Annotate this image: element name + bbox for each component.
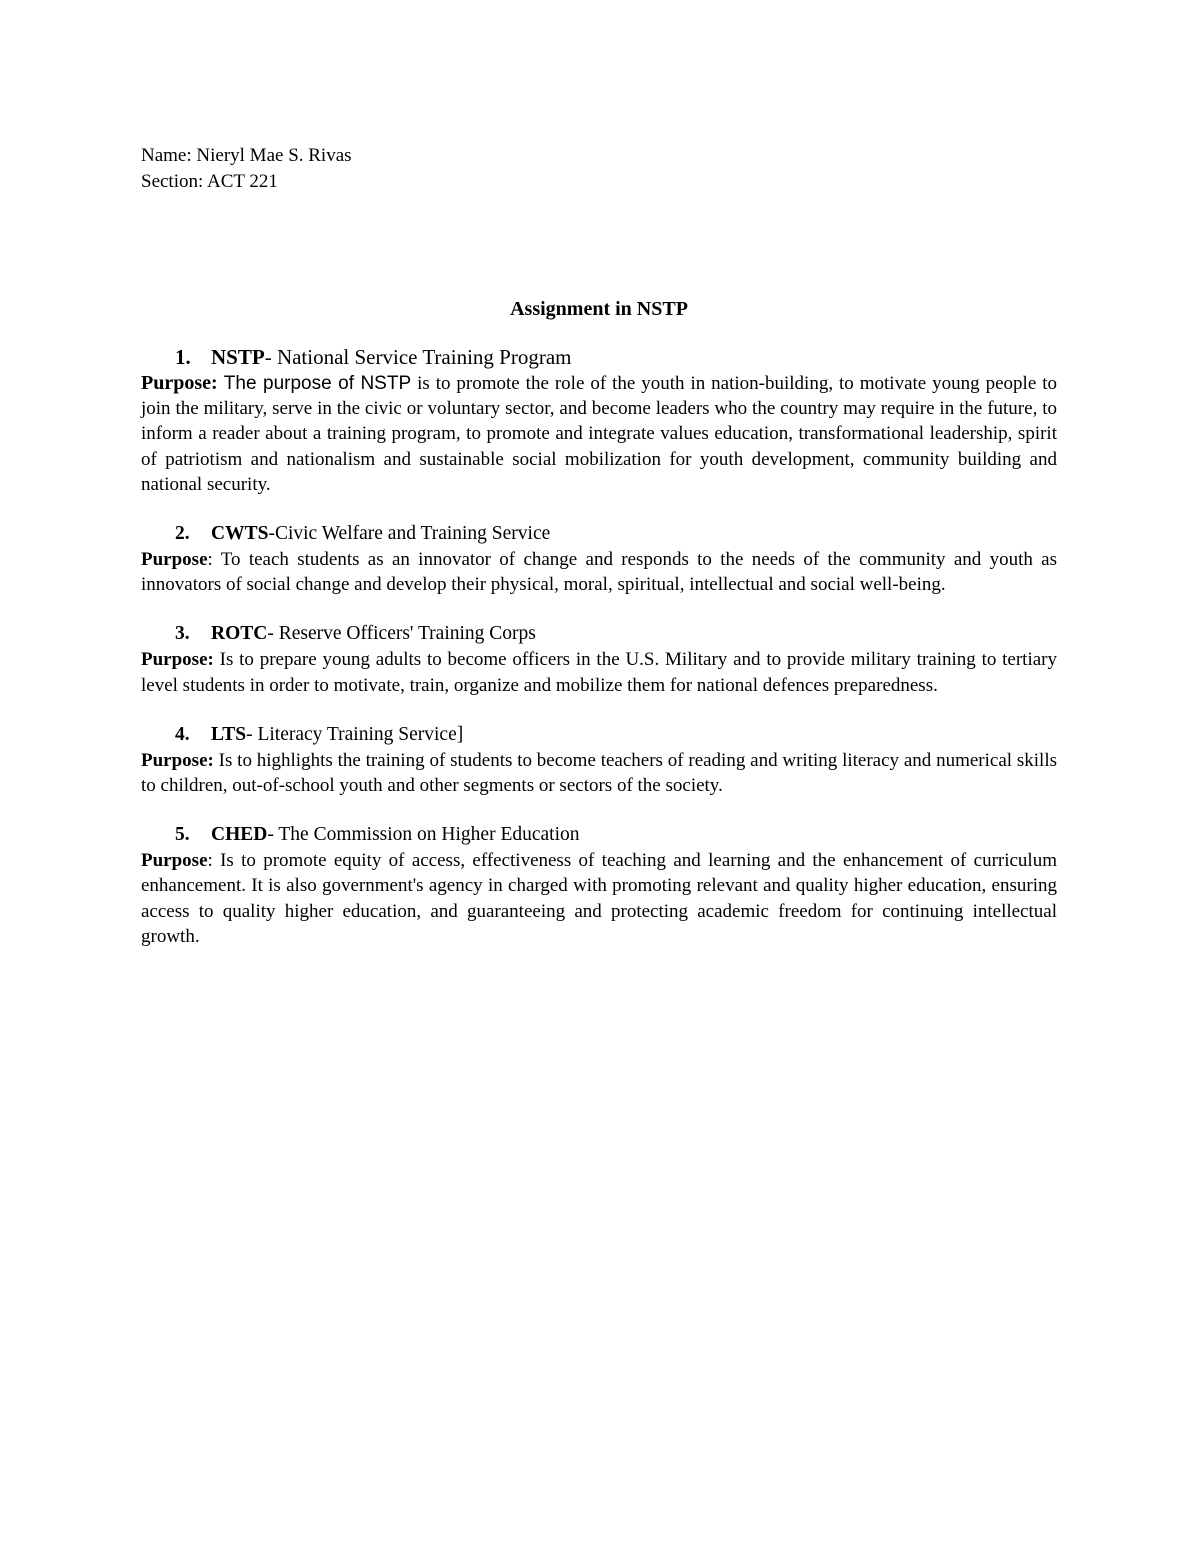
purpose-label: Purpose — [141, 850, 208, 872]
document-title: Assignment in NSTP — [510, 298, 688, 320]
item-abbreviation: NSTP — [211, 345, 265, 369]
purpose-lead: The purpose of NSTP — [217, 373, 412, 394]
item-purpose — [141, 748, 1057, 798]
item-abbreviation: ROTC — [211, 623, 268, 645]
list-item — [141, 822, 1057, 949]
item-number: 1. — [175, 345, 191, 369]
purpose-text: Is to prepare young adults to become officers in the U.S. Military and to provide military training to tertiary level students in order to motivate, train, organize and mobilize them for national defences preparedness. — [141, 649, 1057, 696]
list-item — [141, 621, 1057, 697]
item-separator: - — [267, 824, 279, 846]
item-heading — [141, 521, 1057, 547]
item-purpose — [141, 371, 1057, 497]
list-item — [141, 521, 1057, 597]
list-item — [141, 722, 1057, 798]
item-separator: - — [268, 523, 275, 545]
item-full-name: Literacy Training Service] — [257, 723, 464, 745]
item-heading — [141, 822, 1057, 848]
purpose-text: : To teach students as an innovator of change and responds to the needs of the community and youth as innovators of social change and develop their physical, moral, spiritual, intellectual and social well-being. — [141, 549, 1057, 596]
item-full-name: The Commission on Higher Education — [278, 824, 580, 846]
item-heading — [141, 722, 1057, 748]
item-separator: - — [267, 623, 279, 645]
item-full-name: Civic Welfare and Training Service — [274, 523, 551, 545]
purpose-text: is to promote the role of the youth in nation-building, to motivate young people to join the military, serve in the civic or voluntary sector, and become leaders who the country may require in the future, to inform a reader about a training program, to promote and integrate values education, transformational leadership, spirit of patriotism and nationalism and sustainable social mobilization for youth development, community building and national security. — [141, 373, 1057, 495]
purpose-label: Purpose — [141, 549, 208, 571]
item-full-name: National Service Training Program — [276, 345, 572, 369]
item-number: 5. — [175, 824, 190, 846]
purpose-label: Purpose: — [141, 749, 214, 771]
program-list — [141, 343, 1057, 973]
purpose-label: Purpose: — [141, 372, 218, 394]
item-purpose — [141, 647, 1057, 697]
item-purpose — [141, 848, 1057, 949]
item-full-name: Reserve Officers' Training Corps — [278, 623, 536, 645]
item-heading — [141, 621, 1057, 647]
student-name: Name: Nieryl Mae S. Rivas — [141, 145, 352, 166]
item-purpose — [141, 547, 1057, 597]
item-number: 4. — [175, 723, 190, 745]
item-number: 3. — [175, 623, 190, 645]
item-separator: - — [246, 723, 258, 745]
item-heading — [141, 343, 1057, 371]
purpose-text: Is to highlights the training of students to become teachers of reading and writing literacy and numerical skills to children, out-of-school youth and other segments or sectors of the society. — [141, 749, 1057, 797]
item-abbreviation: CWTS — [211, 523, 269, 545]
list-item — [141, 343, 1057, 497]
student-section: Section: ACT 221 — [141, 171, 278, 192]
purpose-label: Purpose: — [141, 649, 214, 671]
student-info — [141, 143, 352, 195]
item-abbreviation: LTS — [211, 723, 247, 745]
purpose-text: : Is to promote equity of access, effectiveness of teaching and learning and the enhancement of curriculum enhancement. It is also government's agency in charged with promoting relevant and quality higher education, ensuring access to quality higher education, and guaranteeing and protecting academic freedom for continuing intellectual growth. — [141, 850, 1057, 947]
item-separator: - — [264, 345, 277, 369]
item-abbreviation: CHED — [211, 824, 268, 846]
item-number: 2. — [175, 523, 190, 545]
